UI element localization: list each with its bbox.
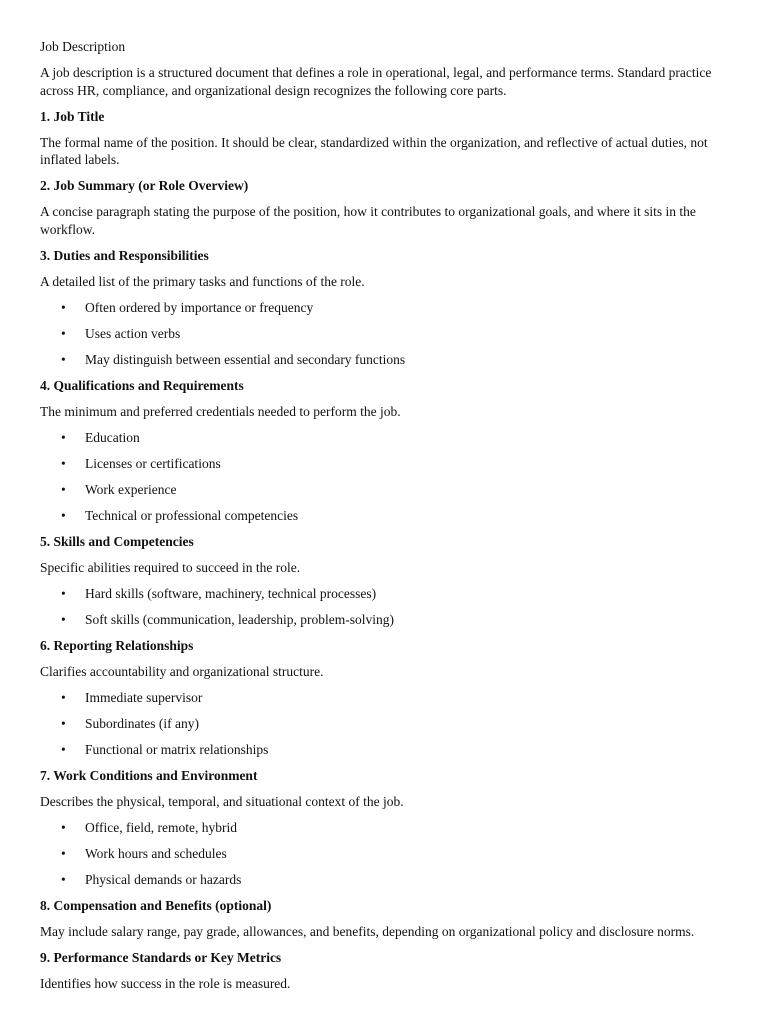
bullet-icon: • — [61, 585, 66, 601]
list-item — [40, 429, 728, 447]
list-item-text: Hard skills (software, machinery, technical processes) — [85, 585, 377, 601]
section-heading: 1. Job Title — [40, 108, 105, 124]
list-item-text: Uses action verbs — [85, 325, 181, 341]
list-item — [40, 481, 728, 499]
bullet-icon: • — [61, 481, 66, 497]
list-item-text: Work experience — [85, 481, 177, 497]
list-item — [40, 325, 728, 343]
section-heading: 9. Performance Standards or Key Metrics — [40, 949, 282, 965]
list-item-text: Physical demands or hazards — [85, 871, 242, 887]
list-item — [40, 507, 728, 525]
section-text: A detailed list of the primary tasks and functions of the role. — [40, 273, 365, 289]
list-item-text: Office, field, remote, hybrid — [85, 819, 237, 835]
section-heading: 4. Qualifications and Requirements — [40, 377, 244, 393]
list-item — [40, 611, 728, 629]
bullet-list — [40, 429, 728, 525]
bullet-icon: • — [61, 299, 66, 315]
list-item-text: Technical or professional competencies — [85, 507, 299, 523]
document-sections — [40, 108, 728, 993]
list-item-text: Functional or matrix relationships — [85, 741, 269, 757]
list-item-text: Work hours and schedules — [85, 845, 227, 861]
bullet-icon: • — [61, 429, 66, 445]
bullet-icon: • — [61, 715, 66, 731]
list-item-text: Education — [85, 429, 140, 445]
bullet-icon: • — [61, 507, 66, 523]
list-item — [40, 351, 728, 369]
list-item — [40, 819, 728, 837]
list-item-text: Soft skills (communication, leadership, problem-solving) — [85, 611, 394, 627]
bullet-list — [40, 299, 728, 369]
document-intro: A job description is a structured document that defines a role in operational, legal, and performance terms. Standard practice across HR, compliance, and organizational design recognizes the following core parts. — [40, 65, 712, 98]
section-text: Identifies how success in the role is measured. — [40, 975, 291, 991]
list-item — [40, 741, 728, 759]
section-text: Specific abilities required to succeed in the role. — [40, 559, 301, 575]
section-heading: 6. Reporting Relationships — [40, 637, 194, 653]
bullet-list — [40, 585, 728, 629]
section-heading: 5. Skills and Competencies — [40, 533, 194, 549]
bullet-icon: • — [61, 455, 66, 471]
bullet-icon: • — [61, 325, 66, 341]
list-item-text: Subordinates (if any) — [85, 715, 199, 731]
bullet-icon: • — [61, 689, 66, 705]
section-heading: 3. Duties and Responsibilities — [40, 247, 209, 263]
bullet-list — [40, 689, 728, 759]
list-item — [40, 455, 728, 473]
list-item — [40, 299, 728, 317]
list-item-text: Often ordered by importance or frequency — [85, 299, 314, 315]
bullet-icon: • — [61, 871, 66, 887]
section-heading: 7. Work Conditions and Environment — [40, 767, 258, 783]
list-item-text: May distinguish between essential and secondary functions — [85, 351, 406, 367]
bullet-icon: • — [61, 819, 66, 835]
list-item — [40, 871, 728, 889]
list-item-text: Immediate supervisor — [85, 689, 203, 705]
bullet-list — [40, 819, 728, 889]
list-item — [40, 585, 728, 603]
document-title: Job Description — [40, 39, 126, 54]
bullet-icon: • — [61, 611, 66, 627]
bullet-icon: • — [61, 351, 66, 367]
bullet-icon: • — [61, 845, 66, 861]
section-text: May include salary range, pay grade, allowances, and benefits, depending on organizational policy and disclosure norms. — [40, 923, 695, 939]
section-text: Clarifies accountability and organizational structure. — [40, 663, 324, 679]
list-item-text: Licenses or certifications — [85, 455, 221, 471]
section-text: Describes the physical, temporal, and situational context of the job. — [40, 793, 404, 809]
section-heading: 8. Compensation and Benefits (optional) — [40, 897, 272, 913]
section-text: A concise paragraph stating the purpose of the position, how it contributes to organizational goals, and where it sits in the workflow. — [40, 204, 696, 237]
section-text: The formal name of the position. It should be clear, standardized within the organization, and reflective of actual duties, not inflated labels. — [40, 134, 708, 167]
list-item — [40, 689, 728, 707]
section-text: The minimum and preferred credentials needed to perform the job. — [40, 403, 401, 419]
list-item — [40, 845, 728, 863]
bullet-icon: • — [61, 741, 66, 757]
list-item — [40, 715, 728, 733]
section-heading: 2. Job Summary (or Role Overview) — [40, 178, 249, 193]
